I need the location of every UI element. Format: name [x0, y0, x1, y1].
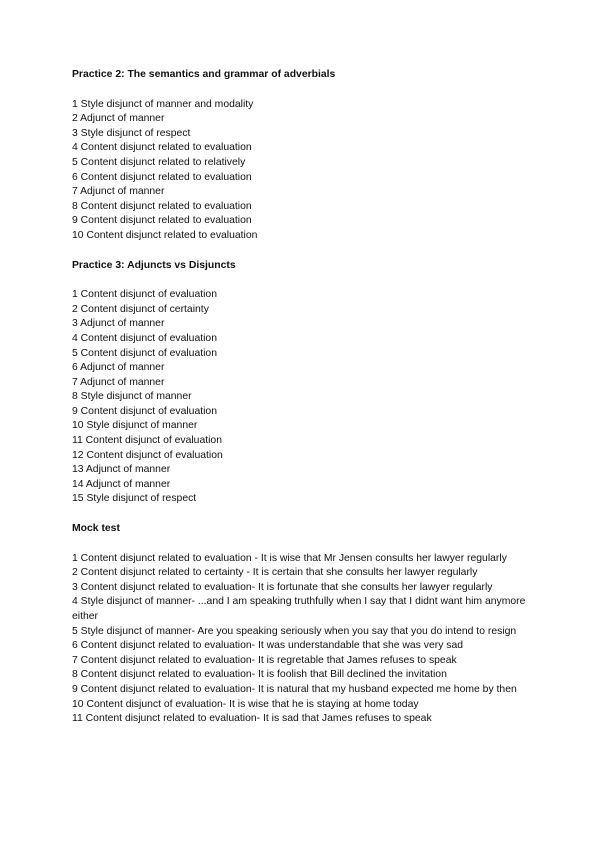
answer-item: 7 Adjunct of manner — [72, 376, 165, 388]
answer-list — [72, 552, 530, 727]
answer-item: 4 Content disjunct of evaluation — [72, 332, 217, 344]
answer-item: 8 Content disjunct related to evaluation — [72, 200, 252, 212]
section-heading: Mock test — [72, 523, 120, 535]
answer-item: 10 Content disjunct related to evaluation — [72, 229, 258, 241]
answer-item: 6 Content disjunct related to evaluation- It was understandable that she was very sad — [72, 640, 464, 652]
section-practice-3 — [72, 259, 530, 508]
section-practice-2 — [72, 68, 530, 244]
answer-item: 6 Content disjunct related to evaluation — [72, 171, 252, 183]
answer-item: 7 Adjunct of manner — [72, 186, 165, 198]
answer-item: 11 Content disjunct of evaluation — [72, 435, 222, 447]
answer-item: 1 Style disjunct of manner and modality — [72, 98, 254, 110]
answer-item: 5 Style disjunct of manner- Are you speaking seriously when you say that you do intend to resign — [72, 625, 517, 637]
answer-item: 9 Content disjunct related to evaluation — [72, 215, 252, 227]
answer-item: 8 Style disjunct of manner — [72, 391, 192, 403]
answer-item: 15 Style disjunct of respect — [72, 493, 197, 505]
section-heading: Practice 3: Adjuncts vs Disjuncts — [72, 259, 236, 271]
answer-list — [72, 288, 530, 507]
answer-item: 7 Content disjunct related to evaluation- It is regretable that James refuses to speak — [72, 654, 457, 666]
answer-item: 5 Content disjunct of evaluation — [72, 347, 217, 359]
answer-item: 2 Adjunct of manner — [72, 113, 165, 125]
answer-item: 3 Adjunct of manner — [72, 318, 165, 330]
answer-item: 2 Content disjunct of certainty — [72, 303, 209, 315]
answer-item: 4 Style disjunct of manner- ...and I am speaking truthfully when I say that I didnt want him anymore either — [72, 596, 526, 622]
answer-item: 5 Content disjunct related to relatively — [72, 156, 246, 168]
answer-item: 10 Style disjunct of manner — [72, 420, 198, 432]
answer-item: 3 Style disjunct of respect — [72, 127, 191, 139]
answer-item: 11 Content disjunct related to evaluation- It is sad that James refuses to speak — [72, 713, 432, 725]
answer-item: 10 Content disjunct of evaluation- It is wise that he is staying at home today — [72, 698, 419, 710]
answer-item: 3 Content disjunct related to evaluation- It is fortunate that she consults her lawyer regularly — [72, 581, 493, 593]
answer-item: 12 Content disjunct of evaluation — [72, 449, 223, 461]
answer-list — [72, 98, 530, 244]
answer-item: 1 Content disjunct of evaluation — [72, 289, 217, 301]
answer-item: 13 Adjunct of manner — [72, 464, 171, 476]
section-mock-test — [72, 522, 530, 727]
answer-item: 4 Content disjunct related to evaluation — [72, 142, 252, 154]
answer-item: 8 Content disjunct related to evaluation- It is foolish that Bill declined the invitation — [72, 669, 447, 681]
section-heading: Practice 2: The semantics and grammar of adverbials — [72, 69, 336, 80]
answer-item: 6 Adjunct of manner — [72, 362, 165, 374]
answer-item: 14 Adjunct of manner — [72, 478, 171, 490]
answer-item: 1 Content disjunct related to evaluation - It is wise that Mr Jensen consults her lawyer regularly — [72, 552, 507, 564]
answer-item: 2 Content disjunct related to certainty - It is certain that she consults her lawyer regularly — [72, 567, 478, 579]
answer-item: 9 Content disjunct related to evaluation- It is natural that my husband expected me home by then — [72, 683, 517, 695]
answer-item: 9 Content disjunct of evaluation — [72, 405, 217, 417]
